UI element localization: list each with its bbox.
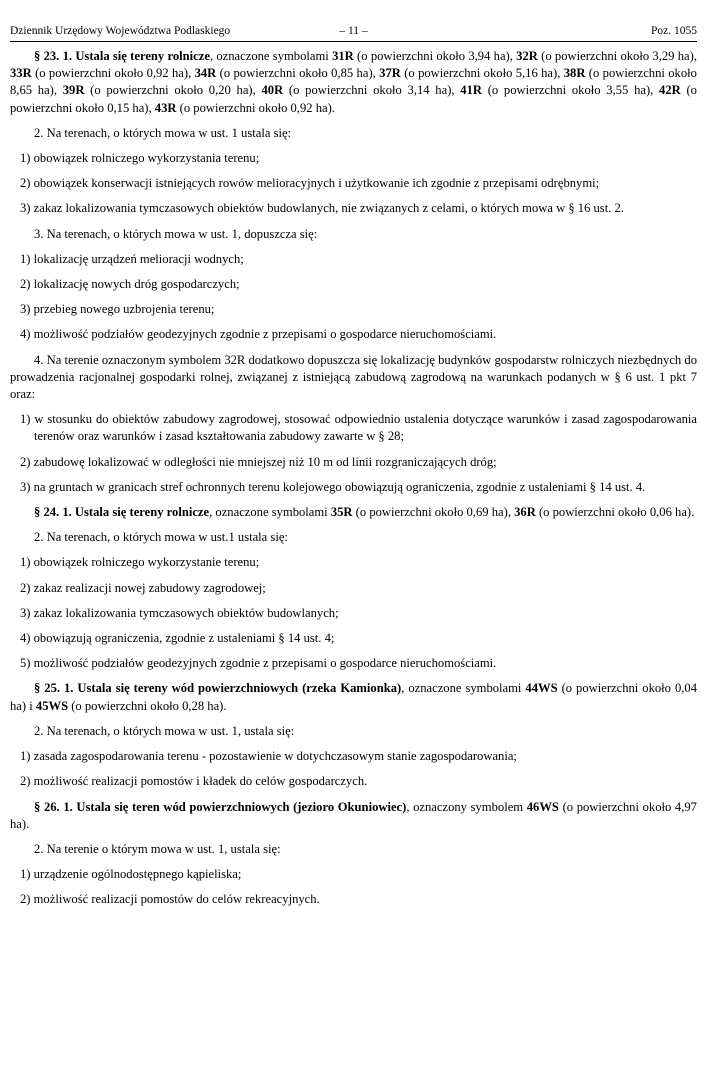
text: (o powierzchni około 0,28 ha). xyxy=(68,698,227,713)
section-25-paragraph-1 xyxy=(10,680,697,714)
list-item: 1) obowiązek rolniczego wykorzystanie terenu; xyxy=(20,555,260,570)
list-item: 4) możliwość podziałów geodezyjnych zgodnie z przepisami o gospodarce nieruchomościami. xyxy=(20,327,497,342)
section-23-paragraph-4: 4. Na terenie oznaczonym symbolem 32R dodatkowo dopuszcza się lokalizację budynków gospodarstw rolniczych niezbędnych do prowadzenia racjonalnej gospodarki rolnej, związanej z istniejącą zabudową zagrodową na warunkach podanych w § 6 ust. 1 pkt 7 oraz: xyxy=(10,352,697,402)
page-number: – 11 – xyxy=(339,25,368,37)
section-23-heading: § 23. 1. Ustala się tereny rolnicze xyxy=(34,49,210,63)
text: (o powierzchni około 0,04 ha) i xyxy=(10,681,697,713)
symbol: 32R xyxy=(516,49,538,63)
text: (o powierzchni około 3,55 ha), xyxy=(481,83,660,98)
text: (o powierzchni około 0,06 ha). xyxy=(535,505,695,520)
symbol: 33R xyxy=(10,66,32,81)
list-item: 3) zakaz lokalizowania tymczasowych obiektów budowlanych, nie związanych z celami, o których mowa w § 16 ust. 2. xyxy=(20,201,624,216)
section-24-paragraph-2: 2. Na terenach, o których mowa w ust.1 ustala się: xyxy=(34,530,288,545)
symbol: 43R xyxy=(154,100,177,115)
symbol: 46WS xyxy=(526,799,559,814)
symbol: 39R xyxy=(62,83,85,98)
section-25-paragraph-2: 2. Na terenach, o których mowa w ust. 1, ustala się: xyxy=(34,723,295,738)
list-item: 2) lokalizację nowych dróg gospodarczych; xyxy=(20,277,240,292)
symbol: 38R xyxy=(563,66,586,81)
symbol: 37R xyxy=(379,66,401,81)
text: , oznaczone symbolami xyxy=(209,49,333,63)
text: (o powierzchni około 0,69 ha), xyxy=(352,505,515,520)
section-25-heading: § 25. 1. Ustala się tereny wód powierzchniowych (rzeka Kamionka) xyxy=(34,681,402,696)
section-23-paragraph-2: 2. Na terenach, o których mowa w ust. 1 ustala się: xyxy=(34,125,292,140)
text: (o powierzchni około 0,92 ha). xyxy=(176,100,335,115)
text: , oznaczone symbolami xyxy=(209,505,331,520)
list-item: 1) obowiązek rolniczego wykorzystania terenu; xyxy=(20,151,260,166)
symbol: 31R xyxy=(332,49,354,63)
section-26-paragraph-2: 2. Na terenie o którym mowa w ust. 1, ustala się: xyxy=(34,841,281,856)
section-24-paragraph-1 xyxy=(10,504,697,521)
list-item: 2) zakaz realizacji nowej zabudowy zagrodowej; xyxy=(20,580,266,595)
journal-title: Dziennik Urzędowy Województwa Podlaskiego xyxy=(10,25,231,37)
text: (o powierzchni około 3,29 ha), xyxy=(537,49,697,63)
text: (o powierzchni około 0,85 ha), xyxy=(216,66,380,81)
symbol: 41R xyxy=(460,83,482,98)
text: (o powierzchni około 8,65 ha), xyxy=(10,66,697,98)
symbol: 45WS xyxy=(35,698,69,713)
symbol: 40R xyxy=(261,83,284,98)
list-item: 2) możliwość realizacji pomostów i kładek do celów gospodarczych. xyxy=(20,774,368,789)
symbol: 36R xyxy=(514,505,536,520)
text: (o powierzchni około 4,97 ha). xyxy=(10,799,697,831)
page-header xyxy=(10,24,697,42)
section-23-paragraph-3: 3. Na terenach, o których mowa w ust. 1, dopuszcza się: xyxy=(34,226,318,241)
section-24-heading: § 24. 1. Ustala się tereny rolnicze xyxy=(34,505,210,520)
text: , oznaczone symbolami xyxy=(401,681,526,696)
list-item: 4) obowiązują ograniczenia, zgodnie z ustaleniami § 14 ust. 4; xyxy=(20,631,335,646)
list-item: 5) możliwość podziałów geodezyjnych zgodnie z przepisami o gospodarce nieruchomościami. xyxy=(20,656,497,671)
position-number: Poz. 1055 xyxy=(651,25,697,37)
list-item: 1) urządzenie ogólnodostępnego kąpieliska; xyxy=(20,867,242,882)
list-item: 1) w stosunku do obiektów zabudowy zagrodowej, stosować odpowiednio ustalenia dotyczące warunków i zasad zagospodarowania terenów oraz warunków i zasad kształtowania zabudowy zawarte w § 28; xyxy=(20,412,697,444)
list-item: 2) obowiązek konserwacji istniejących rowów melioracyjnych i użytkowanie ich zgodnie z przepisami odrębnymi; xyxy=(20,176,600,191)
section-26-heading: § 26. 1. Ustala się teren wód powierzchniowych (jezioro Okuniowiec) xyxy=(34,799,407,814)
list-item: 2) możliwość realizacji pomostów do celów rekreacyjnych. xyxy=(20,892,320,907)
list-item: 3) przebieg nowego uzbrojenia terenu; xyxy=(20,302,215,317)
text: (o powierzchni około 3,14 ha), xyxy=(283,83,461,98)
text: (o powierzchni około 0,92 ha), xyxy=(31,66,195,81)
text: (o powierzchni około 0,15 ha), xyxy=(10,83,697,115)
list-item: 3) zakaz lokalizowania tymczasowych obiektów budowlanych; xyxy=(20,605,339,620)
text: (o powierzchni około 5,16 ha), xyxy=(400,66,564,81)
symbol: 42R xyxy=(659,83,681,98)
symbol: 44WS xyxy=(525,681,558,696)
text: (o powierzchni około 0,20 ha), xyxy=(84,83,262,98)
text: , oznaczony symbolem xyxy=(406,799,527,814)
symbol: 34R xyxy=(194,66,217,81)
list-item: 1) lokalizację urządzeń melioracji wodnych; xyxy=(20,251,244,266)
section-23-paragraph-1 xyxy=(10,48,697,117)
list-item: 3) na gruntach w granicach stref ochronnych terenu kolejowego obowiązują ograniczenia, zgodnie z ustaleniami § 14 ust. 4. xyxy=(20,479,646,494)
section-26-paragraph-1 xyxy=(10,799,697,833)
symbol: 35R xyxy=(330,505,353,520)
list-item: 1) zasada zagospodarowania terenu - pozostawienie w dotychczasowym stanie zagospodarowania; xyxy=(20,749,517,764)
list-item: 2) zabudowę lokalizować w odległości nie mniejszej niż 10 m od linii rozgraniczających dróg; xyxy=(20,454,497,469)
text: (o powierzchni około 3,94 ha), xyxy=(353,49,517,63)
